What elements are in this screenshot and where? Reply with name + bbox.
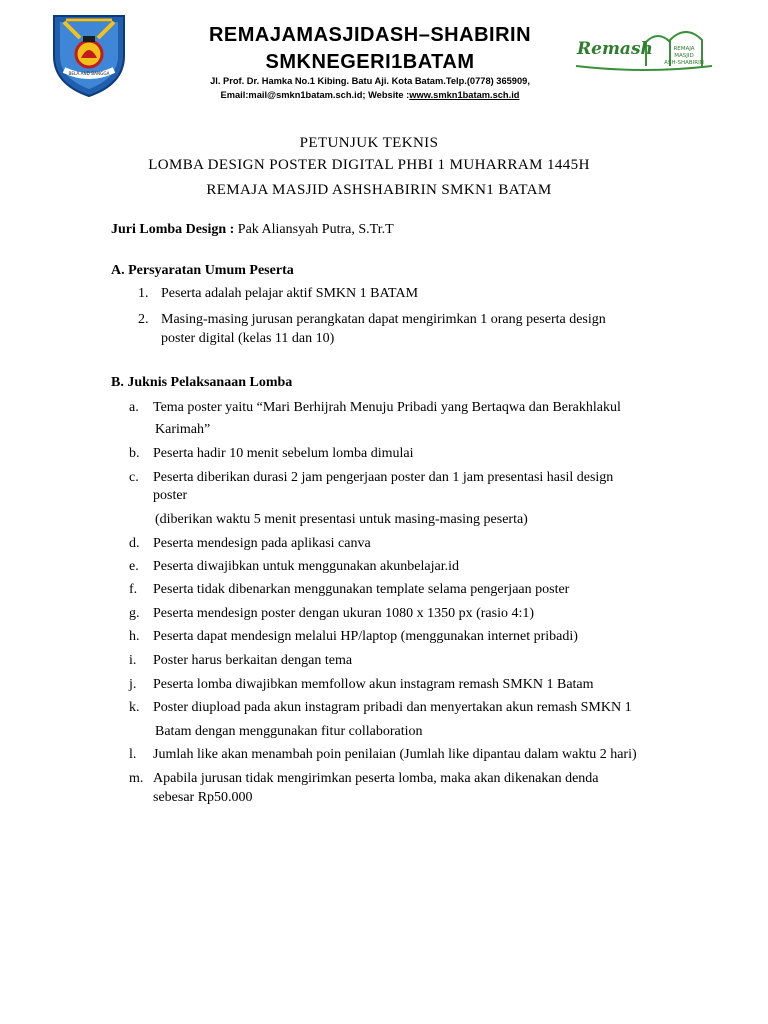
section-a-heading: A. Persyaratan Umum Peserta <box>111 263 294 278</box>
email-text: mail@smkn1batam.sch.id <box>248 90 363 100</box>
list-item-marker: 2. <box>138 312 149 327</box>
list-item-text: Karimah” <box>155 422 211 437</box>
list-item-marker: b. <box>129 446 140 461</box>
judge-label: Juri Lomba Design : <box>111 222 235 237</box>
list-item-text: Peserta hadir 10 menit sebelum lomba dimulai <box>153 446 414 461</box>
remash-logo-wordmark: Remash <box>577 39 653 59</box>
school-logo <box>50 12 128 98</box>
list-item-marker: i. <box>129 653 137 668</box>
list-item-marker: j. <box>129 677 137 692</box>
contact-line <box>150 89 590 102</box>
list-item-marker: m. <box>129 771 144 786</box>
list-item-text: Peserta dapat mendesign melalui HP/laptop (menggunakan internet pribadi) <box>153 629 578 644</box>
list-item-text: Peserta diwajibkan untuk menggunakan akunbelajar.id <box>153 559 459 574</box>
school-logo-text: BELA AND BANGGA <box>68 71 110 76</box>
doc-title-line3: REMAJA MASJID ASHSHABIRIN SMKN1 BATAM <box>206 182 552 198</box>
list-item-text: Peserta mendesign pada aplikasi canva <box>153 536 371 551</box>
list-item-marker: k. <box>129 700 140 715</box>
list-item-text: Poster harus berkaitan dengan tema <box>153 653 353 668</box>
list-item-text: Peserta diberikan durasi 2 jam pengerjaan poster dan 1 jam presentasi hasil design <box>153 470 614 485</box>
remash-logo-sub2: MASJID <box>674 53 694 59</box>
list-item-text: poster digital (kelas 11 dan 10) <box>161 331 335 346</box>
org-name-line2: SMKNEGERI1BATAM <box>265 51 475 73</box>
list-item-text: Peserta mendesign poster dengan ukuran 1080 x 1350 px (rasio 4:1) <box>153 606 535 621</box>
list-item-text: Jumlah like akan menambah poin penilaian (Jumlah like dipantau dalam waktu 2 hari) <box>153 747 637 762</box>
list-item-marker: e. <box>129 559 139 574</box>
list-item-text: Peserta tidak dibenarkan menggunakan template selama pengerjaan poster <box>153 582 570 597</box>
list-item-marker: f. <box>129 582 138 597</box>
list-item-text: Peserta lomba diwajibkan memfollow akun instagram remash SMKN 1 Batam <box>153 677 594 692</box>
list-item-marker: l. <box>129 747 137 762</box>
judge-line <box>111 221 394 239</box>
org-name-line1: REMAJAMASJIDASH–SHABIRIN <box>208 24 532 46</box>
list-item-marker: c. <box>129 470 139 485</box>
email-label: Email: <box>220 90 249 100</box>
section-b-heading: B. Juknis Pelaksanaan Lomba <box>111 375 293 390</box>
list-item-marker: a. <box>129 400 139 415</box>
website-link[interactable]: www.smkn1batam.sch.id <box>409 90 520 100</box>
list-item-text: (diberikan waktu 5 menit presentasi untuk masing-masing peserta) <box>155 512 528 527</box>
list-item-marker: d. <box>129 536 140 551</box>
list-item-marker: h. <box>129 629 140 644</box>
remash-logo <box>574 24 714 74</box>
list-item-text: Apabila jurusan tidak mengirimkan peserta lomba, maka akan dikenakan denda <box>153 771 599 786</box>
list-item-text: Peserta adalah pelajar aktif SMKN 1 BATAM <box>161 286 419 301</box>
remash-logo-sub3: ASH-SHABIRIN <box>664 60 704 66</box>
remash-logo-sub1: REMAJA <box>673 46 695 52</box>
list-item-text: Tema poster yaitu “Mari Berhijrah Menuju Pribadi yang Bertaqwa dan Berakhlakul <box>153 400 621 415</box>
list-item-text: Masing-masing jurusan perangkatan dapat mengirimkan 1 orang peserta design <box>161 312 606 327</box>
address-line: Jl. Prof. Dr. Hamka No.1 Kibing. Batu Aji. Kota Batam.Telp.(0778) 365909, <box>210 76 530 86</box>
list-item-marker: 1. <box>138 286 149 301</box>
doc-title-line2: LOMBA DESIGN POSTER DIGITAL PHBI 1 MUHARRAM 1445H <box>148 157 590 173</box>
list-item-text: Batam dengan menggunakan fitur collaboration <box>155 724 423 739</box>
list-item-text: sebesar Rp50.000 <box>153 790 253 805</box>
judge-name: Pak Aliansyah Putra, S.Tr.T <box>234 222 394 237</box>
doc-title-line1: PETUNJUK TEKNIS <box>299 135 439 151</box>
list-item-marker: g. <box>129 606 140 621</box>
list-item-text: poster <box>153 488 188 503</box>
list-item-text: Poster diupload pada akun instagram pribadi dan menyertakan akun remash SMKN 1 <box>153 700 632 715</box>
website-label: ; Website : <box>362 90 410 100</box>
